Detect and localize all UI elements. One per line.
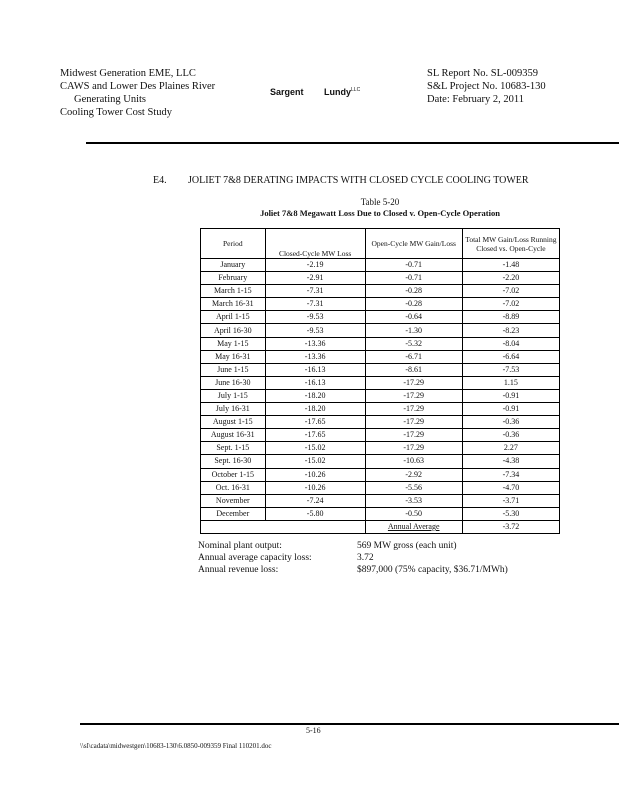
period-cell: July 1-15 [201,389,266,402]
project-name-cont: Generating Units [74,94,147,105]
open-gain-loss-cell: -17.29 [365,416,462,429]
closed-loss-cell: -9.53 [265,311,365,324]
open-gain-loss-cell: -17.29 [365,376,462,389]
total-gain-loss-cell: -0.91 [462,403,559,416]
table-row [201,389,560,402]
total-gain-loss-cell: -8.89 [462,311,559,324]
closed-loss-cell: -7.31 [265,298,365,311]
total-gain-loss-cell: -7.34 [462,468,559,481]
period-cell: March 1-15 [201,285,266,298]
open-gain-loss-cell: -17.29 [365,389,462,402]
report-date: Date: February 2, 2011 [427,94,525,105]
header-right [427,67,546,106]
header-rule [86,142,619,144]
total-gain-loss-cell: -7.02 [462,285,559,298]
open-gain-loss-cell: -17.29 [365,429,462,442]
open-gain-loss-cell: -3.53 [365,494,462,507]
client-name: Midwest Generation EME, LLC [60,68,196,79]
closed-loss-cell: -10.26 [265,481,365,494]
report-number: SL Report No. SL-009359 [427,68,539,79]
total-gain-loss-cell: 1.15 [462,376,559,389]
closed-loss-cell: -2.91 [265,272,365,285]
table-row [201,494,560,507]
period-cell: May 1-15 [201,337,266,350]
period-cell: February [201,272,266,285]
closed-loss-cell: -15.02 [265,442,365,455]
period-cell: March 16-31 [201,298,266,311]
open-gain-loss-cell: -0.64 [365,311,462,324]
closed-loss-cell: -17.65 [265,429,365,442]
open-gain-loss-cell: -8.61 [365,363,462,376]
closed-loss-cell: -18.20 [265,389,365,402]
table-row [201,337,560,350]
open-gain-loss-cell: -17.29 [365,403,462,416]
total-gain-loss-cell: -0.91 [462,389,559,402]
total-gain-loss-cell: -4.70 [462,481,559,494]
period-cell: Oct. 16-31 [201,481,266,494]
total-gain-loss-cell: -7.53 [462,363,559,376]
section-title: JOLIET 7&8 DERATING IMPACTS WITH CLOSED CYCLE COOLING TOWER [188,175,529,186]
logo-suffix: LLC [351,87,361,93]
closed-loss-cell: -7.31 [265,285,365,298]
company-logo [270,87,360,97]
average-label: Annual Average [365,520,462,533]
project-number: S&L Project No. 10683-130 [427,81,546,92]
open-gain-loss-cell: -5.56 [365,481,462,494]
total-gain-loss-cell: -8.04 [462,337,559,350]
period-cell: June 16-30 [201,376,266,389]
table-row [201,481,560,494]
col-period: Period [201,229,266,259]
total-gain-loss-cell: -4.38 [462,455,559,468]
total-gain-loss-cell: -2.20 [462,272,559,285]
closed-loss-cell: -10.26 [265,468,365,481]
summary-label: Annual revenue loss: [198,565,279,575]
derating-table [200,228,560,534]
closed-loss-cell: -16.13 [265,363,365,376]
logo-word-1: Sargent [270,87,304,97]
summary-value: $897,000 (75% capacity, $36.71/MWh) [357,565,508,575]
page-number: 5-16 [306,726,321,735]
period-cell: May 16-31 [201,350,266,363]
period-cell: December [201,507,266,520]
table-row [201,376,560,389]
total-gain-loss-cell: -0.36 [462,416,559,429]
period-cell: April 16-30 [201,324,266,337]
total-gain-loss-cell: 2.27 [462,442,559,455]
average-value: -3.72 [462,520,559,533]
closed-loss-cell: -9.53 [265,324,365,337]
table-row [201,285,560,298]
summary-value: 569 MW gross (each unit) [357,541,457,551]
logo-word-2: Lundy [324,87,352,97]
footer-rule [80,723,619,725]
col-closed: Closed-Cycle MW Loss [265,229,365,259]
open-gain-loss-cell: -17.29 [365,442,462,455]
open-gain-loss-cell: -5.32 [365,337,462,350]
summary-label: Nominal plant output: [198,541,282,551]
table-row [201,403,560,416]
period-cell: August 1-15 [201,416,266,429]
total-gain-loss-cell: -3.71 [462,494,559,507]
open-gain-loss-cell: -6.71 [365,350,462,363]
summary-value: 3.72 [357,553,374,563]
total-gain-loss-cell: -6.64 [462,350,559,363]
open-gain-loss-cell: -1.30 [365,324,462,337]
closed-loss-cell: -16.13 [265,376,365,389]
table-row [201,455,560,468]
summary-labels [198,540,312,576]
table-row [201,507,560,520]
open-gain-loss-cell: -0.50 [365,507,462,520]
project-name: CAWS and Lower Des Plaines River [60,81,216,92]
table-row [201,429,560,442]
summary-values [357,540,508,576]
open-gain-loss-cell: -2.92 [365,468,462,481]
table-row [201,416,560,429]
summary-label: Annual average capacity loss: [198,553,312,563]
header-left [60,67,215,119]
period-cell: Sept. 16-30 [201,455,266,468]
total-gain-loss-cell: -8.23 [462,324,559,337]
period-cell: April 1-15 [201,311,266,324]
total-gain-loss-cell: -0.36 [462,429,559,442]
table-row [201,272,560,285]
table-row [201,350,560,363]
table-row [201,442,560,455]
closed-loss-cell: -17.65 [265,416,365,429]
total-gain-loss-cell: -5.30 [462,507,559,520]
open-gain-loss-cell: -0.71 [365,259,462,272]
closed-loss-cell: -5.80 [265,507,365,520]
col-open: Open-Cycle MW Gain/Loss [365,229,462,259]
table-row [201,259,560,272]
closed-loss-cell: -7.24 [265,494,365,507]
open-gain-loss-cell: -0.28 [365,298,462,311]
open-gain-loss-cell: -10.63 [365,455,462,468]
table-row [201,363,560,376]
table-row [201,298,560,311]
closed-loss-cell: -18.20 [265,403,365,416]
period-cell: July 16-31 [201,403,266,416]
period-cell: Sept. 1-15 [201,442,266,455]
study-name: Cooling Tower Cost Study [60,107,172,118]
average-row [201,520,560,533]
table-row [201,324,560,337]
period-cell: November [201,494,266,507]
period-cell: October 1-15 [201,468,266,481]
closed-loss-cell: -15.02 [265,455,365,468]
col-total: Total MW Gain/Loss Running Closed vs. Open-Cycle [462,229,559,259]
closed-loss-cell: -13.36 [265,337,365,350]
total-gain-loss-cell: -7.02 [462,298,559,311]
blank-cell [201,520,366,533]
closed-loss-cell: -13.36 [265,350,365,363]
table-number: Table 5-20 [360,197,400,207]
section-number: E4. [153,175,167,186]
table-title: Joliet 7&8 Megawatt Loss Due to Closed v. Open-Cycle Operation [260,208,500,218]
closed-loss-cell: -2.19 [265,259,365,272]
table-row [201,468,560,481]
file-path: \\sl\cadata\midwestgen\10683-130\6.0850-009359 Final 110201.doc [80,742,272,750]
open-gain-loss-cell: -0.28 [365,285,462,298]
period-cell: August 16-31 [201,429,266,442]
table-row [201,311,560,324]
period-cell: June 1-15 [201,363,266,376]
period-cell: January [201,259,266,272]
total-gain-loss-cell: -1.48 [462,259,559,272]
open-gain-loss-cell: -0.71 [365,272,462,285]
